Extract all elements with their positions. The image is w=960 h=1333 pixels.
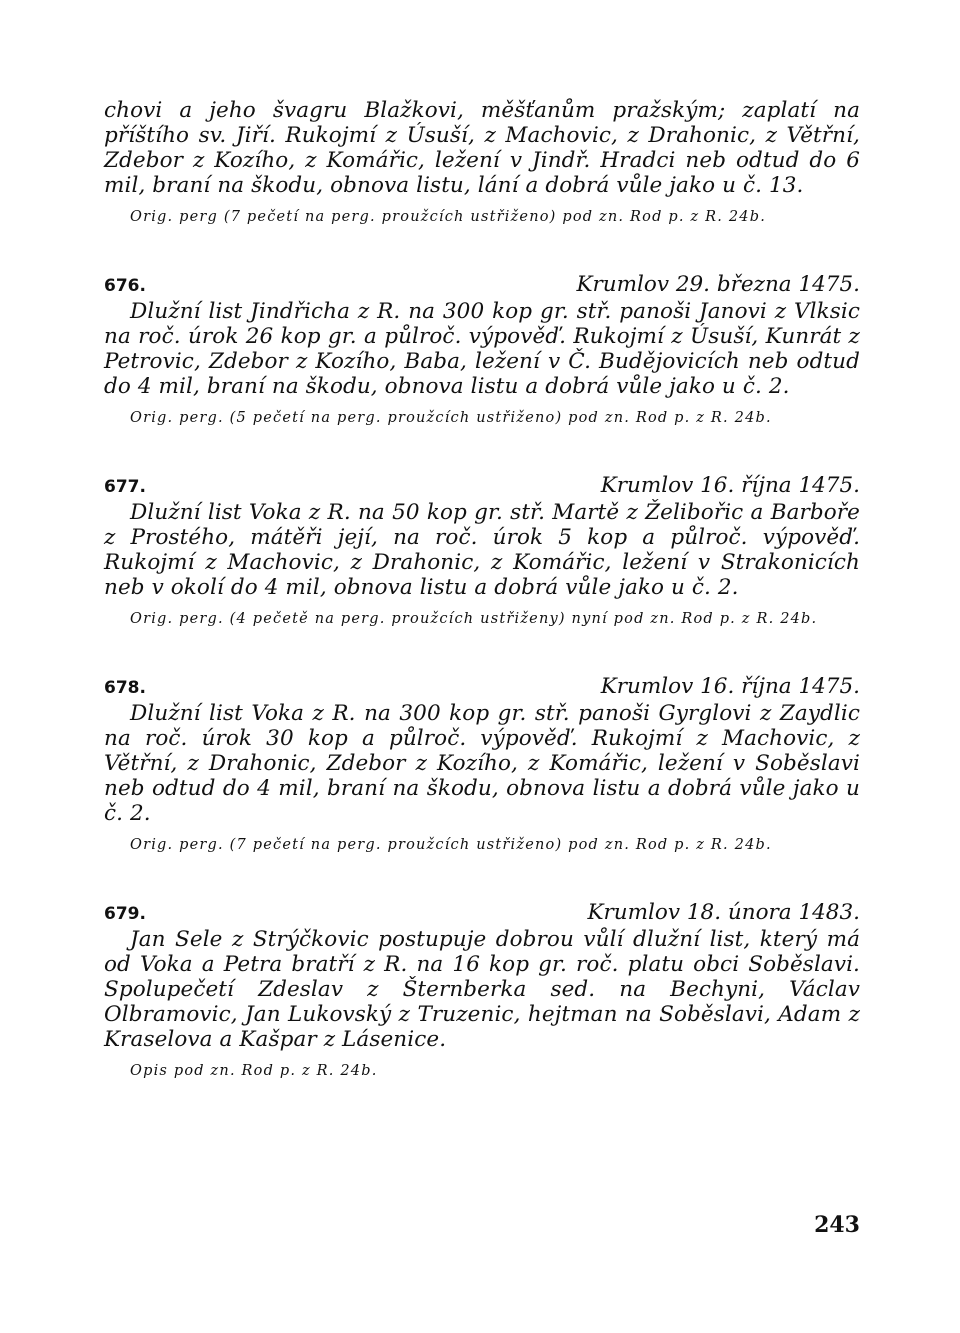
source-note: Orig. perg (7 pečetí na perg. proužcích ustřiženo) pod zn. Rod p. z R. 24b. [130, 209, 767, 225]
entry-heading [104, 272, 860, 297]
entry-679 [104, 900, 860, 1082]
source-note: Opis pod zn. Rod p. z R. 24b. [130, 1063, 378, 1079]
entry-text: Dlužní list Jindřicha z R. na 300 kop gr. stř. panoši Janovi z Vlksic na roč. úrok 26 kop gr. a půlroč. výpověď. Rukojmí z Úsuší, Kunrát z Petrovic, Zdebor z Kozího, Baba, ležení v Č. Budějovicích neb odtud do 4 mil, braní na škodu, obnova listu a dobrá vůle jako u č. 2. [104, 299, 860, 399]
source-note: Orig. perg. (4 pečetě na perg. proužcích ustřiženy) nyní pod zn. Rod p. z R. 24b. [130, 611, 818, 627]
entry-number: 679. [104, 904, 146, 924]
entry-number: 676. [104, 276, 146, 296]
page-number: 243 [814, 1212, 860, 1238]
source-note: Orig. perg. (5 pečetí na perg. proužcích ustřiženo) pod zn. Rod p. z R. 24b. [130, 410, 772, 426]
entry-date: Krumlov 16. října 1475. [600, 674, 860, 699]
document-page [104, 98, 860, 1082]
continuation-block [104, 98, 860, 228]
entry-number: 678. [104, 678, 146, 698]
entry-text: Dlužní list Voka z R. na 300 kop gr. stř. panoši Gyrglovi z Zaydlic na roč. úrok 30 kop a půlroč. výpověď. Rukojmí z Machovic, z Větřní, z Drahonic, Zdebor z Kozího, z Komářic, ležení v Soběslavi neb odtud do 4 mil, braní na škodu, obnova listu a dobrá vůle jako u č. 2. [104, 701, 860, 826]
continuation-text: chovi a jeho švagru Blažkovi, měšťanům pražským; zaplatí na příštího sv. Jiří. Rukojmí z Úsuší, z Machovic, z Drahonic, z Větřní, Zdebor z Kozího, z Komářic, ležení v Jindř. Hradci neb odtud do 6 mil, braní na škodu, obnova listu, lání a dobrá vůle jako u č. 13. [104, 98, 860, 198]
entry-number: 677. [104, 477, 146, 497]
entry-text: Dlužní list Voka z R. na 50 kop gr. stř. Martě z Želibořic a Barboře z Prostého, mátěři její, na roč. úrok 5 kop a půlroč. výpověď. Rukojmí z Machovic, z Drahonic, z Komářic, ležení v Strakonicích neb v okolí do 4 mil, obnova listu a dobrá vůle jako u č. 2. [104, 500, 860, 600]
entry-678 [104, 674, 860, 856]
entry-date: Krumlov 18. února 1483. [587, 900, 860, 925]
entry-heading [104, 473, 860, 498]
entry-date: Krumlov 16. října 1475. [600, 473, 860, 498]
entry-text: Jan Sele z Strýčkovic postupuje dobrou vůlí dlužní list, který má od Voka a Petra bratří z R. na 16 kop gr. roč. platu obci Soběslavi. Spolupečetí Zdeslav z Šternberka sed. na Bechyni, Václav Olbramovic, Jan Lukovský z Truzenic, hejtman na Soběslavi, Adam z Kraselova a Kašpar z Lásenice. [104, 927, 860, 1052]
entry-date: Krumlov 29. března 1475. [576, 272, 860, 297]
entry-heading [104, 674, 860, 699]
entry-677 [104, 473, 860, 630]
source-note: Orig. perg. (7 pečetí na perg. proužcích ustřiženo) pod zn. Rod p. z R. 24b. [130, 837, 772, 853]
entry-heading [104, 900, 860, 925]
entry-676 [104, 272, 860, 429]
